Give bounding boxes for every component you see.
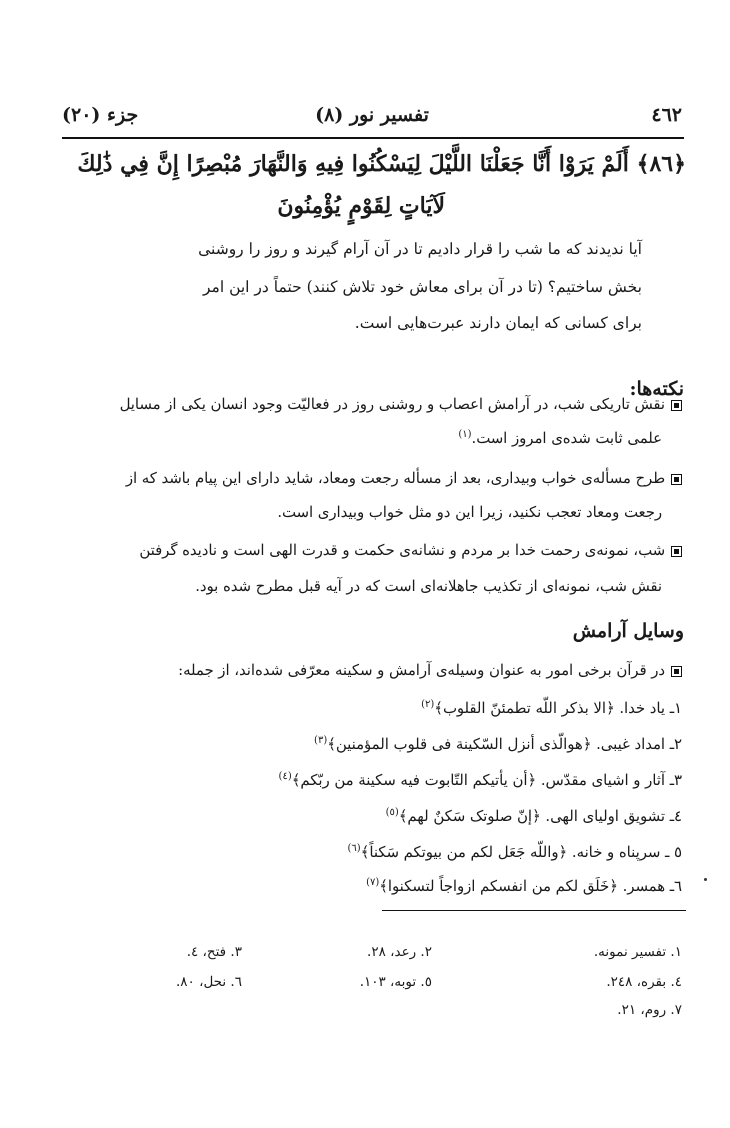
footnote-rule	[382, 910, 686, 911]
footnote-ref: (٤)	[278, 771, 292, 782]
note-3-line-2: نقش شب، نمونه‌ای از تکذیب جاهلانه‌ای است که در آیه قبل مطرح شده بود.	[195, 578, 662, 595]
footnote-ref: (١)	[458, 429, 472, 440]
verse-line-2: لَآيَاتٍ لِقَوْمٍ يُؤْمِنُونَ	[277, 193, 445, 219]
square-bullet-icon	[671, 666, 682, 677]
tranquility-heading: وسایل آرامش	[572, 620, 684, 642]
footnote-ref: (٣)	[314, 735, 328, 746]
footnote: ٧. روم، ٢١.	[617, 1002, 682, 1018]
footnote: ٤. بقره، ٢٤٨.	[606, 974, 682, 990]
tranquility-intro	[42, 660, 682, 682]
list-item-text: ٢ـ امداد غیبی. ﴿هوالّذی أنزل السّکینة فی قلوب المؤمنین﴾	[327, 735, 682, 753]
list-item	[42, 730, 682, 756]
footnote-ref: (٢)	[421, 699, 435, 710]
book-title: تفسیر نور (٨)	[315, 104, 429, 126]
list-item-text: ١ـ یاد خدا. ﴿الا بذکر اللّه تطمئنّ القلوب﴾	[434, 699, 682, 717]
note-1-text-2: علمی ثابت شده‌ی امروز است.	[471, 429, 662, 447]
list-item	[42, 838, 682, 864]
note-3-line-1	[42, 540, 682, 562]
footnote-ref: (٦)	[347, 843, 361, 854]
scan-speck	[704, 878, 707, 881]
list-item-text: ٤ـ تشویق اولیای الهی. ﴿إنّ صلوتک سَکنٌ لهم﴾	[398, 807, 682, 825]
translation-line-1: آیا ندیدند که ما شب را قرار دادیم تا در آن آرام گیرند و روز را روشنی	[198, 240, 642, 258]
part-label: جزء (٢٠)	[62, 104, 139, 126]
list-item	[42, 694, 682, 720]
note-2-text: طرح مسأله‌ی خواب وبیداری، بعد از مسأله رجعت ومعاد، شاید دارای این پیام باشد که از	[125, 470, 665, 487]
note-2-line-1	[42, 468, 682, 490]
note-1-line-2	[42, 424, 662, 450]
note-2-line-2: رجعت ومعاد تعجب نکنید، زیرا این دو مثل خواب وبیداری است.	[277, 504, 662, 521]
square-bullet-icon	[671, 474, 682, 485]
list-item	[42, 802, 682, 828]
page-header	[62, 102, 682, 130]
list-item	[42, 766, 682, 792]
footnote-ref: (٧)	[366, 877, 380, 888]
translation-line-2: بخش ساختیم؟ (تا در آن برای معاش خود تلاش کنند) حتماً در این امر	[202, 278, 642, 296]
footnote: ٢. رعد، ٢٨.	[367, 944, 432, 960]
footnote-row	[42, 1002, 682, 1024]
translation-line-3: برای کسانی که ایمان دارند عبرت‌هایی است.	[354, 314, 642, 332]
square-bullet-icon	[671, 546, 682, 557]
list-item	[42, 872, 682, 898]
square-bullet-icon	[671, 400, 682, 411]
page-number: ٤٦٢	[651, 104, 682, 126]
footnote: ٣. فتح، ٤.	[186, 944, 242, 960]
list-item-text: ٣ـ آثار و اشیای مقدّس. ﴿أن یأتیکم التّابوت فیه سکینة من ربّکم﴾	[291, 771, 682, 789]
verse-line-1: ﴿٨٦﴾ أَلَمْ يَرَوْا أَنَّا جَعَلْنَا اللَّيْلَ لِيَسْكُنُوا فِيهِ وَالنَّهَارَ مُبْصِرًا إِنَّ فِي ذَٰلِكَ	[77, 151, 686, 177]
list-item-text: ٦ـ همسر. ﴿خَلَق لکم من انفسکم ازواجاً لتسکنوا﴾	[379, 877, 682, 895]
notes-heading: نکته‌ها:	[629, 378, 684, 400]
list-item-text: ٥ ـ سرپناه و خانه. ﴿واللّه جَعَل لکم من بیوتکم سَکناً﴾	[360, 843, 682, 861]
intro-text: در قرآن برخی امور به عنوان وسیله‌ی آرامش و سکینه معرّفی شده‌اند، از جمله:	[178, 662, 665, 679]
header-rule	[62, 137, 684, 139]
footnote-ref: (٥)	[385, 807, 399, 818]
note-1-line-1	[42, 394, 682, 416]
footnote-row	[42, 944, 682, 966]
footnote-row	[42, 974, 682, 996]
footnote: ٥. توبه، ١٠٣.	[359, 974, 432, 990]
footnote: ١. تفسیر نمونه.	[593, 944, 682, 960]
note-3-text: شب، نمونه‌ی رحمت خدا بر مردم و نشانه‌ی حکمت و قدرت الهی است و نادیده گرفتن	[139, 542, 665, 559]
footnote: ٦. نحل، ٨٠.	[175, 974, 242, 990]
note-1-text: نقش تاریکی شب، در آرامش اعصاب و روشنی روز در فعالیّت وجود انسان یکی از مسایل	[119, 396, 665, 413]
